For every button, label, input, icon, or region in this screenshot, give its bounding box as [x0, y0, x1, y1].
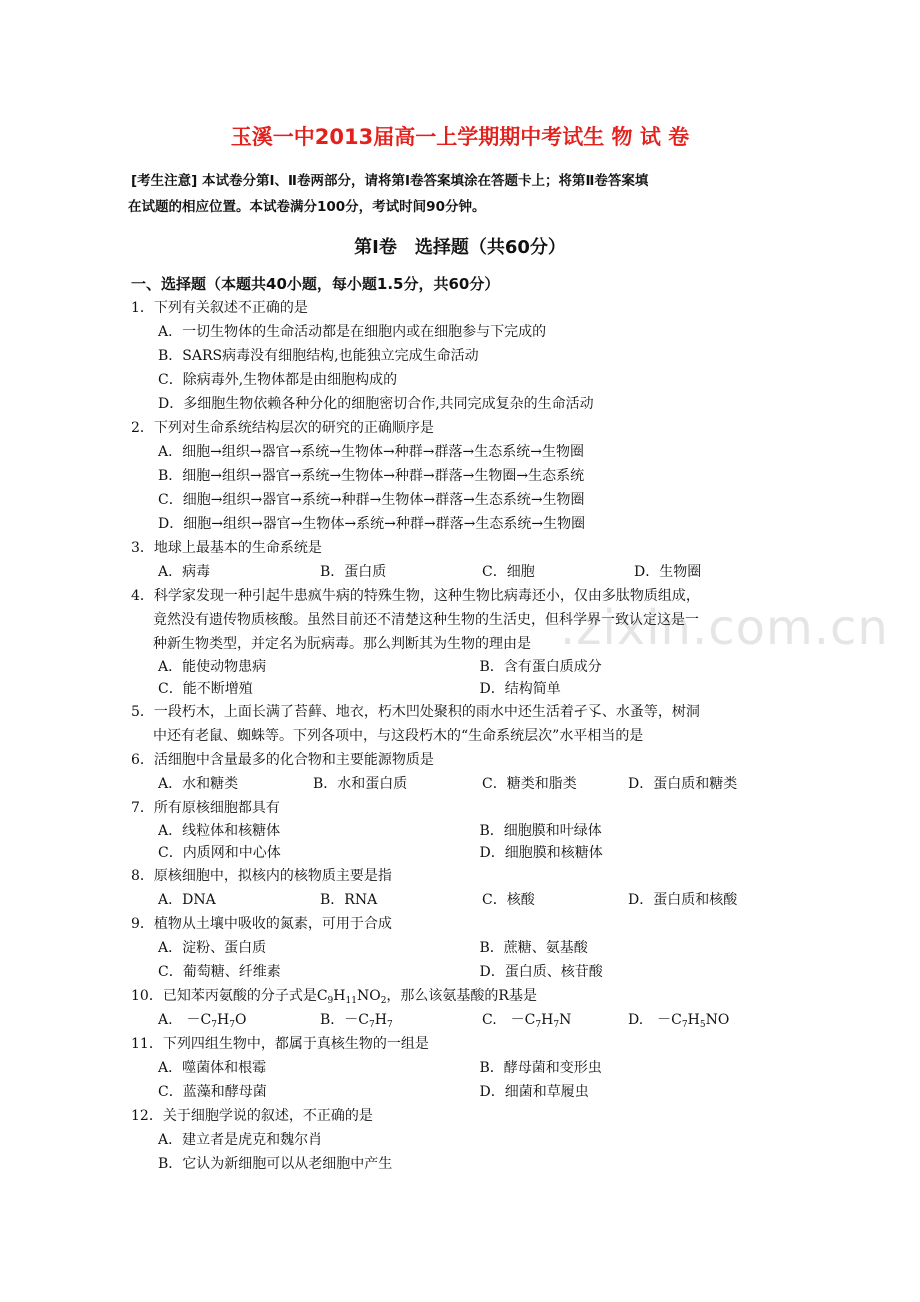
question-5	[131, 700, 801, 748]
option-c: C．葡萄糖、纤维素	[158, 964, 281, 980]
option-a: A．淀粉、蛋白质	[158, 940, 267, 956]
option-c: C．细胞	[482, 564, 535, 580]
part-title: 第Ⅰ卷 选择题（共60分）	[354, 237, 566, 258]
section-title: 一、选择题（本题共40小题，每小题1.5分，共60分）	[131, 275, 500, 293]
question-stem: 11．下列四组生物中，都属于真核生物的一组是	[131, 1036, 429, 1052]
question-stem: 12．关于细胞学说的叙述，不正确的是	[131, 1108, 373, 1124]
option-c: C．核酸	[482, 892, 535, 908]
option-b: B．蔗糖、氨基酸	[479, 940, 588, 956]
option-c: C．蓝藻和酵母菌	[158, 1084, 267, 1100]
question-stem: 6．活细胞中含量最多的化合物和主要能源物质是	[131, 752, 434, 768]
option-b: B．蛋白质	[320, 564, 387, 580]
question-stem-line-2: 中还有老鼠、蜘蛛等。下列各项中，与这段朽木的“生命系统层次”水平相当的是	[153, 728, 644, 744]
options-row	[131, 842, 801, 864]
option-b: B．$-C_7H_7$	[320, 1012, 393, 1030]
question-2	[131, 416, 801, 536]
question-stem: 9．植物从土壤中吸收的氮素，可用于合成	[131, 916, 392, 932]
option-a: A．一切生物体的生命活动都是在细胞内或在细胞参与下完成的	[158, 324, 547, 340]
question-stem-line-3: 种新生物类型，并定名为朊病毒。那么判断其为生物的理由是	[153, 636, 531, 652]
option-a: A．建立者是虎克和魏尔肖	[158, 1132, 323, 1148]
options-row	[131, 678, 801, 700]
question-11	[131, 1032, 801, 1104]
option-a: A. $-C_7H_7O$	[158, 1012, 247, 1030]
question-12	[131, 1104, 801, 1176]
notice-line-2: 在试题的相应位置。本试卷满分100分，考试时间90分钟。	[128, 199, 486, 215]
option-d: D．蛋白质、核苷酸	[479, 964, 603, 980]
question-stem: 7．所有原核细胞都具有	[131, 800, 280, 816]
exam-title: 玉溪一中2013届高一上学期期中考试生 物 试 卷	[230, 125, 690, 149]
question-stem-line-2: 竟然没有遗传物质核酸。虽然目前还不清楚这种生物的生活史，但科学界一致认定这是一	[153, 612, 699, 628]
option-b: B．含有蛋白质成分	[479, 659, 602, 675]
options-row	[131, 888, 801, 912]
question-stem: 8．原核细胞中，拟核内的核物质主要是指	[131, 868, 392, 884]
option-d: D．细菌和草履虫	[479, 1084, 589, 1100]
option-c: C．糖类和脂类	[482, 776, 577, 792]
options-row	[131, 960, 801, 984]
options-row	[131, 1008, 801, 1032]
stem-prefix: 10．已知苯丙氨酸的分子式是	[131, 988, 317, 1004]
option-d: D．多细胞生物依赖各种分化的细胞密切合作,共同完成复杂的生命活动	[158, 396, 594, 412]
option-a: A．水和糖类	[158, 776, 239, 792]
option-b: B．细胞膜和叶绿体	[479, 823, 602, 839]
option-c: C．除病毒外,生物体都是由细胞构成的	[158, 372, 398, 388]
option-b: B．RNA	[320, 892, 378, 908]
options-row	[131, 560, 801, 584]
option-a: A．细胞→组织→器官→系统→生物体→种群→群落→生态系统→生物圈	[158, 444, 584, 460]
question-3	[131, 536, 801, 584]
option-d: D．结构简单	[479, 681, 561, 697]
option-a: A．能使动物患病	[158, 659, 267, 675]
options-row	[131, 1056, 801, 1080]
watermark: .zixin.com.cn	[560, 600, 889, 656]
option-d: D．细胞膜和核糖体	[479, 845, 603, 861]
option-d: D．细胞→组织→器官→生物体→系统→种群→群落→生态系统→生物圈	[158, 516, 586, 532]
option-d: D．蛋白质和核酸	[628, 892, 738, 908]
option-b: B．SARS病毒没有细胞结构,也能独立完成生命活动	[158, 348, 479, 364]
option-b: B．酵母菌和变形虫	[479, 1060, 602, 1076]
options-row	[131, 1080, 801, 1104]
question-6	[131, 748, 801, 796]
options-row	[131, 936, 801, 960]
question-1	[131, 296, 801, 416]
question-10	[131, 984, 801, 1032]
question-stem: 2．下列对生命系统结构层次的研究的正确顺序是	[131, 420, 434, 436]
option-b: B．水和蛋白质	[313, 776, 408, 792]
question-stem: 1．下列有关叙述不正确的是	[131, 300, 308, 316]
formula: $C_9H_{11}NO_2$	[316, 988, 387, 1006]
option-d: D．生物圈	[634, 564, 702, 580]
question-list	[131, 296, 801, 1176]
question-stem	[131, 984, 801, 1008]
question-stem: 3．地球上最基本的生命系统是	[131, 540, 322, 556]
question-7	[131, 796, 801, 864]
question-9	[131, 912, 801, 984]
options-row	[131, 656, 801, 678]
question-stem: 5．一段朽木，上面长满了苔藓、地衣，朽木凹处聚积的雨水中还生活着孑孓、水蚤等，树洞	[131, 704, 700, 720]
option-d: D．蛋白质和糖类	[628, 776, 738, 792]
question-4	[131, 584, 801, 700]
stem-suffix: ，那么该氨基酸的R基是	[386, 988, 537, 1004]
option-c: C．能不断增殖	[158, 681, 253, 697]
option-a: A．噬菌体和根霉	[158, 1060, 267, 1076]
exam-notice	[128, 168, 803, 220]
question-8	[131, 864, 801, 912]
options-row	[131, 820, 801, 842]
option-c: C. $-C_7H_7N$	[482, 1012, 572, 1030]
option-b: B．它认为新细胞可以从老细胞中产生	[158, 1156, 393, 1172]
option-d: D. $-C_7H_5NO$	[628, 1012, 730, 1030]
option-c: C．内质网和中心体	[158, 845, 281, 861]
option-a: A．DNA	[158, 892, 216, 908]
option-c: C．细胞→组织→器官→系统→种群→生物体→群落→生态系统→生物圈	[158, 492, 585, 508]
question-stem: 4．科学家发现一种引起牛患疯牛病的特殊生物，这种生物比病毒还小，仅由多肽物质组成，	[131, 588, 700, 604]
option-b: B．细胞→组织→器官→系统→生物体→种群→群落→生物圈→生态系统	[158, 468, 585, 484]
option-a: A．病毒	[158, 564, 211, 580]
notice-line-1: [考生注意] 本试卷分第Ⅰ、Ⅱ卷两部分，请将第Ⅰ卷答案填涂在答题卡上；将第Ⅱ卷答案填	[131, 173, 649, 189]
option-a: A．线粒体和核糖体	[158, 823, 281, 839]
options-row	[131, 772, 801, 796]
